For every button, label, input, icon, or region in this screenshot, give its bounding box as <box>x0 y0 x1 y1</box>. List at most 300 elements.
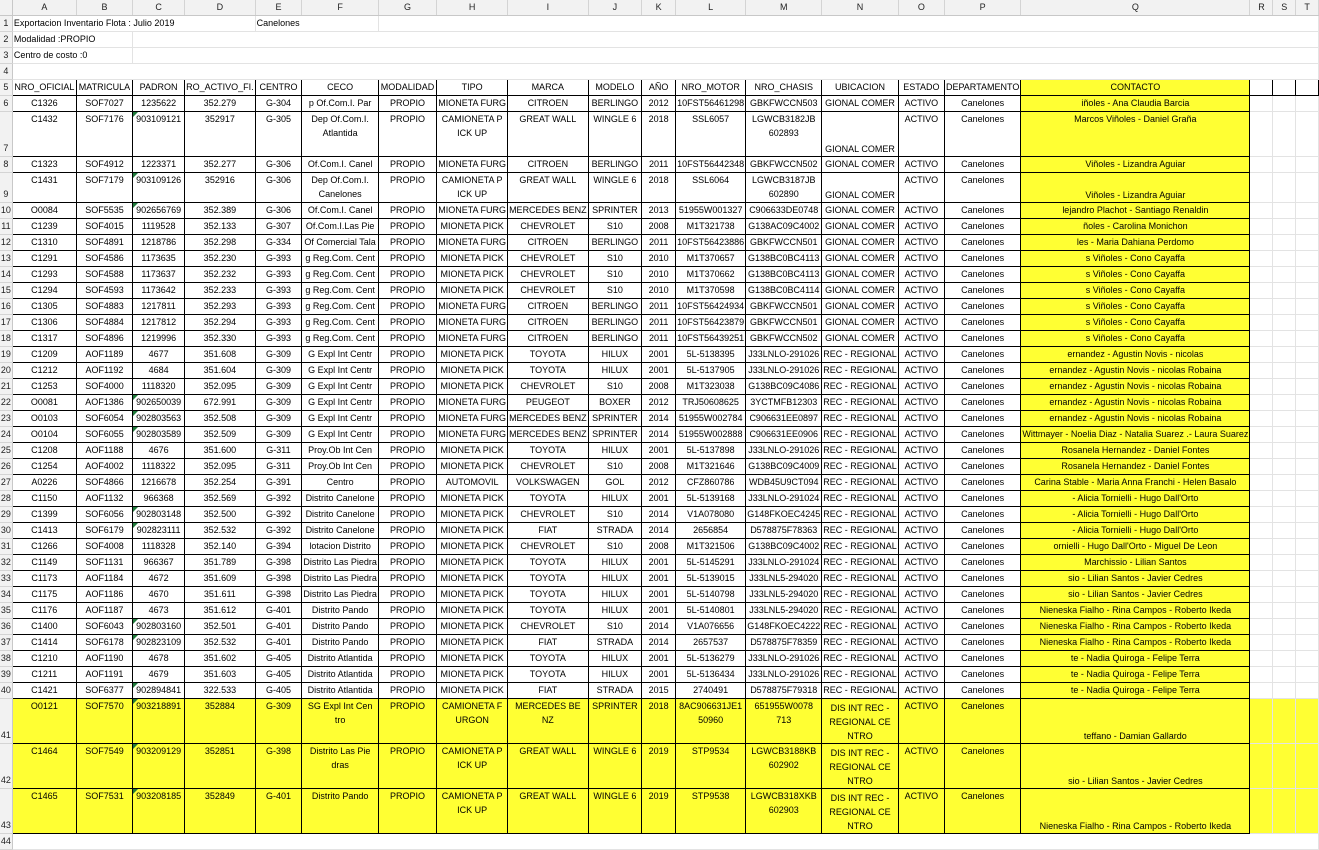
contact-cell[interactable]: Viñoles - Lizandra Aguiar <box>1021 173 1250 203</box>
empty-cell[interactable] <box>1273 443 1296 459</box>
table-cell[interactable]: 352.500 <box>185 507 256 523</box>
contact-cell[interactable]: Rosanela Hernandez - Daniel Fontes <box>1021 459 1250 475</box>
table-cell[interactable]: G-306 <box>255 203 302 219</box>
table-cell[interactable]: G-393 <box>255 299 302 315</box>
table-cell[interactable]: Distrito Atlantida <box>302 651 379 667</box>
table-cell[interactable]: GIONAL COMER <box>822 251 899 267</box>
empty-cell[interactable] <box>1273 379 1296 395</box>
table-cell[interactable]: PROPIO <box>378 587 436 603</box>
empty-cell[interactable] <box>1273 571 1296 587</box>
table-cell[interactable]: SOF6178 <box>76 635 132 651</box>
table-cell[interactable]: STRADA <box>588 635 642 651</box>
table-cell[interactable]: 10FST56461298 <box>676 96 746 112</box>
table-cell[interactable]: g Reg.Com. Cent <box>302 299 379 315</box>
table-cell[interactable]: 352.133 <box>185 219 256 235</box>
table-cell[interactable]: MIONETA PICK <box>437 219 508 235</box>
table-cell[interactable]: WINGLE 6 <box>588 744 642 789</box>
table-cell[interactable]: HILUX <box>588 443 642 459</box>
table-cell[interactable]: G138AC09C4002 <box>746 219 822 235</box>
table-cell[interactable]: C1464 <box>12 744 76 789</box>
table-cell[interactable]: 1235622 <box>133 96 185 112</box>
column-header-t[interactable]: T <box>1296 0 1319 16</box>
table-cell[interactable]: C906633DE0748 <box>746 203 822 219</box>
table-cell[interactable]: A0226 <box>12 475 76 491</box>
table-cell[interactable]: G-309 <box>255 411 302 427</box>
empty-cell[interactable] <box>1250 112 1273 157</box>
table-cell[interactable]: AOF1192 <box>76 363 132 379</box>
table-cell[interactable]: g Reg.Com. Cent <box>302 283 379 299</box>
table-cell[interactable]: ACTIVO <box>898 744 944 789</box>
table-cell[interactable]: MIONETA PICK <box>437 619 508 635</box>
empty-cell[interactable] <box>1273 267 1296 283</box>
table-cell[interactable]: M1T370657 <box>676 251 746 267</box>
table-cell[interactable]: G138BC0BC4113 <box>746 267 822 283</box>
table-cell[interactable]: 352.569 <box>185 491 256 507</box>
contact-cell[interactable]: Viñoles - Lizandra Aguiar <box>1021 157 1250 173</box>
table-cell[interactable]: J33LNLO-291026 <box>746 363 822 379</box>
contact-cell[interactable]: te - Nadia Quiroga - Felipe Terra <box>1021 667 1250 683</box>
table-cell[interactable]: REC - REGIONAL <box>822 347 899 363</box>
table-cell[interactable]: MIONETA PICK <box>437 683 508 699</box>
table-cell[interactable]: ACTIVO <box>898 251 944 267</box>
table-cell[interactable]: CAMIONETA P ICK UP <box>437 744 508 789</box>
table-cell[interactable]: G-391 <box>255 475 302 491</box>
empty-cell[interactable] <box>1296 683 1319 699</box>
empty-cell[interactable] <box>1273 347 1296 363</box>
empty-cell[interactable] <box>1296 267 1319 283</box>
empty-cell[interactable] <box>1296 80 1319 96</box>
table-cell[interactable]: PROPIO <box>378 603 436 619</box>
table-cell[interactable]: Canelones <box>944 459 1020 475</box>
column-header-r[interactable]: R <box>1250 0 1273 16</box>
table-cell[interactable]: C1212 <box>12 363 76 379</box>
table-cell[interactable]: 352884 <box>185 699 256 744</box>
empty-cell[interactable] <box>1250 789 1273 834</box>
table-cell[interactable]: 352.298 <box>185 235 256 251</box>
table-cell[interactable]: 2010 <box>642 251 676 267</box>
table-cell[interactable]: ACTIVO <box>898 203 944 219</box>
empty-cell[interactable] <box>1296 395 1319 411</box>
contact-cell[interactable]: ernandez - Agustin Novis - nicolas <box>1021 347 1250 363</box>
table-cell[interactable]: TOYOTA <box>508 555 589 571</box>
table-cell[interactable]: C1173 <box>12 571 76 587</box>
empty-cell[interactable] <box>1250 555 1273 571</box>
table-cell[interactable]: ACTIVO <box>898 411 944 427</box>
contact-cell[interactable]: sio - Lilian Santos - Javier Cedres <box>1021 571 1250 587</box>
row-header[interactable]: 42 <box>0 744 12 789</box>
empty-cell[interactable] <box>1250 443 1273 459</box>
table-cell[interactable]: 1219996 <box>133 331 185 347</box>
empty-cell[interactable] <box>1273 96 1296 112</box>
table-cell[interactable]: Canelones <box>944 299 1020 315</box>
table-cell[interactable]: TOYOTA <box>508 363 589 379</box>
table-cell[interactable]: SPRINTER <box>588 699 642 744</box>
empty-cell[interactable] <box>1250 299 1273 315</box>
column-title[interactable]: CECO <box>302 80 379 96</box>
table-cell[interactable]: Distrito Pando <box>302 619 379 635</box>
table-cell[interactable]: 903218891 <box>133 699 185 744</box>
table-cell[interactable]: 2014 <box>642 619 676 635</box>
table-cell[interactable]: 352.232 <box>185 267 256 283</box>
table-cell[interactable]: 10FST56442348 <box>676 157 746 173</box>
table-cell[interactable]: G148FKOEC4245 <box>746 507 822 523</box>
table-cell[interactable]: ACTIVO <box>898 651 944 667</box>
table-cell[interactable]: PROPIO <box>378 507 436 523</box>
table-cell[interactable]: Canelones <box>944 555 1020 571</box>
table-cell[interactable]: Of.Com.I. Canel <box>302 157 379 173</box>
empty-cell[interactable] <box>1250 699 1273 744</box>
column-title[interactable]: MATRICULA <box>76 80 132 96</box>
table-cell[interactable]: Canelones <box>944 475 1020 491</box>
empty-cell[interactable] <box>1250 475 1273 491</box>
empty-cell[interactable] <box>1250 173 1273 203</box>
empty-cell[interactable] <box>1250 619 1273 635</box>
empty-cell[interactable] <box>1273 459 1296 475</box>
empty-cell[interactable] <box>1296 331 1319 347</box>
empty-cell[interactable] <box>1250 235 1273 251</box>
column-title[interactable]: RO_ACTIVO_FI. <box>185 80 256 96</box>
empty-cells[interactable] <box>12 64 1318 80</box>
table-cell[interactable]: C1266 <box>12 539 76 555</box>
table-cell[interactable]: Canelones <box>944 112 1020 157</box>
table-cell[interactable]: C1432 <box>12 112 76 157</box>
table-cell[interactable]: MIONETA PICK <box>437 667 508 683</box>
table-cell[interactable]: 351.789 <box>185 555 256 571</box>
table-cell[interactable]: PROPIO <box>378 491 436 507</box>
table-cell[interactable]: 352.095 <box>185 459 256 475</box>
row-header[interactable]: 15 <box>0 283 12 299</box>
table-cell[interactable]: WINGLE 6 <box>588 112 642 157</box>
table-cell[interactable]: BERLINGO <box>588 299 642 315</box>
table-cell[interactable]: PROPIO <box>378 267 436 283</box>
table-cell[interactable]: Distrito Atlantida <box>302 683 379 699</box>
table-cell[interactable]: S10 <box>588 459 642 475</box>
empty-cell[interactable] <box>1273 395 1296 411</box>
table-cell[interactable]: GREAT WALL <box>508 173 589 203</box>
empty-cells[interactable] <box>133 48 1319 64</box>
column-title[interactable]: MARCA <box>508 80 589 96</box>
table-cell[interactable]: GIONAL COMER <box>822 157 899 173</box>
table-cell[interactable]: REC - REGIONAL <box>822 683 899 699</box>
table-cell[interactable]: CITROEN <box>508 299 589 315</box>
table-cell[interactable]: SOF4588 <box>76 267 132 283</box>
table-cell[interactable]: C1306 <box>12 315 76 331</box>
table-cell[interactable]: Canelones <box>944 443 1020 459</box>
empty-cell[interactable] <box>1296 789 1319 834</box>
table-cell[interactable]: C1421 <box>12 683 76 699</box>
table-cell[interactable]: REC - REGIONAL <box>822 651 899 667</box>
table-cell[interactable]: Canelones <box>944 315 1020 331</box>
table-cell[interactable]: p Of.Com.I. Par <box>302 96 379 112</box>
table-cell[interactable]: ACTIVO <box>898 475 944 491</box>
table-cell[interactable]: 4677 <box>133 347 185 363</box>
column-header-j[interactable]: J <box>588 0 642 16</box>
table-cell[interactable]: 5L-5136434 <box>676 667 746 683</box>
contact-cell[interactable]: s Viñoles - Cono Cayaffa <box>1021 267 1250 283</box>
empty-cell[interactable] <box>1273 315 1296 331</box>
table-cell[interactable]: 1118322 <box>133 459 185 475</box>
table-cell[interactable]: G138BC0BC4114 <box>746 283 822 299</box>
empty-cell[interactable] <box>1273 219 1296 235</box>
table-cell[interactable]: SOF4891 <box>76 235 132 251</box>
contact-cell[interactable]: iñoles - Ana Claudia Barcia <box>1021 96 1250 112</box>
table-cell[interactable]: PROPIO <box>378 395 436 411</box>
empty-cell[interactable] <box>1250 331 1273 347</box>
table-cell[interactable]: C1208 <box>12 443 76 459</box>
table-cell[interactable]: PROPIO <box>378 789 436 834</box>
table-cell[interactable]: CITROEN <box>508 331 589 347</box>
empty-cell[interactable] <box>1250 667 1273 683</box>
table-cell[interactable]: Centro <box>302 475 379 491</box>
empty-cell[interactable] <box>1273 427 1296 443</box>
table-cell[interactable]: REC - REGIONAL <box>822 507 899 523</box>
table-cell[interactable]: 902803563 <box>133 411 185 427</box>
table-cell[interactable]: Canelones <box>944 379 1020 395</box>
table-cell[interactable]: 2014 <box>642 427 676 443</box>
table-cell[interactable]: 2010 <box>642 267 676 283</box>
table-cell[interactable]: MIONETA FURG <box>437 411 508 427</box>
empty-cell[interactable] <box>1250 651 1273 667</box>
table-cell[interactable]: PROPIO <box>378 555 436 571</box>
table-cell[interactable]: ACTIVO <box>898 112 944 157</box>
table-cell[interactable]: 902650039 <box>133 395 185 411</box>
table-cell[interactable]: CITROEN <box>508 315 589 331</box>
empty-cell[interactable] <box>1250 283 1273 299</box>
table-cell[interactable]: SOF1131 <box>76 555 132 571</box>
table-cell[interactable]: PROPIO <box>378 283 436 299</box>
table-cell[interactable]: G-405 <box>255 651 302 667</box>
table-cell[interactable]: GBKFWCCN502 <box>746 157 822 173</box>
table-cell[interactable]: LGWCB3182JB 602893 <box>746 112 822 157</box>
row-header[interactable]: 41 <box>0 699 12 744</box>
table-cell[interactable]: SOF4912 <box>76 157 132 173</box>
table-cell[interactable]: REC - REGIONAL <box>822 539 899 555</box>
table-cell[interactable]: HILUX <box>588 667 642 683</box>
empty-cell[interactable] <box>1296 699 1319 744</box>
row-header[interactable]: 21 <box>0 379 12 395</box>
contact-cell[interactable]: s Viñoles - Cono Cayaffa <box>1021 299 1250 315</box>
empty-cell[interactable] <box>1250 96 1273 112</box>
table-cell[interactable]: 2008 <box>642 539 676 555</box>
table-cell[interactable]: 51955W001327 <box>676 203 746 219</box>
table-cell[interactable]: C1211 <box>12 667 76 683</box>
row-header[interactable]: 1 <box>0 16 12 32</box>
table-cell[interactable]: 351.604 <box>185 363 256 379</box>
empty-cell[interactable] <box>1250 523 1273 539</box>
row-header[interactable]: 29 <box>0 507 12 523</box>
table-cell[interactable]: CHEVROLET <box>508 539 589 555</box>
table-cell[interactable]: g Reg.Com. Cent <box>302 331 379 347</box>
contact-cell[interactable]: sio - Lilian Santos - Javier Cedres <box>1021 587 1250 603</box>
table-cell[interactable]: HILUX <box>588 491 642 507</box>
contact-cell[interactable]: s Viñoles - Cono Cayaffa <box>1021 315 1250 331</box>
table-cell[interactable]: G Expl Int Centr <box>302 395 379 411</box>
centro-costo-cell[interactable] <box>12 48 132 64</box>
table-cell[interactable]: PROPIO <box>378 112 436 157</box>
contact-cell[interactable]: Nieneska Fialho - Rina Campos - Roberto Ikeda <box>1021 789 1250 834</box>
empty-cell[interactable] <box>1250 395 1273 411</box>
table-cell[interactable]: C1210 <box>12 651 76 667</box>
empty-cell[interactable] <box>1250 603 1273 619</box>
table-cell[interactable]: SOF4008 <box>76 539 132 555</box>
table-cell[interactable]: Distrito Las Piedra <box>302 571 379 587</box>
table-cell[interactable]: 2014 <box>642 411 676 427</box>
table-cell[interactable]: GIONAL COMER <box>822 299 899 315</box>
table-cell[interactable]: SOF6377 <box>76 683 132 699</box>
table-cell[interactable]: SOF7549 <box>76 744 132 789</box>
table-cell[interactable]: 2001 <box>642 555 676 571</box>
table-cell[interactable]: Canelones <box>944 251 1020 267</box>
empty-cell[interactable] <box>1273 235 1296 251</box>
table-cell[interactable]: O0103 <box>12 411 76 427</box>
table-cell[interactable]: 352.095 <box>185 379 256 395</box>
table-cell[interactable]: g Reg.Com. Cent <box>302 315 379 331</box>
column-title[interactable]: CENTRO <box>255 80 302 96</box>
table-cell[interactable]: Canelones <box>944 395 1020 411</box>
table-cell[interactable]: Distrito Las Piedra <box>302 555 379 571</box>
empty-cell[interactable] <box>1273 331 1296 347</box>
table-cell[interactable]: AOF1191 <box>76 667 132 683</box>
table-cell[interactable]: Dep Of.Com.I. Canelones <box>302 173 379 203</box>
table-cell[interactable]: 902823109 <box>133 635 185 651</box>
empty-cell[interactable] <box>1250 491 1273 507</box>
table-cell[interactable]: PROPIO <box>378 203 436 219</box>
empty-cell[interactable] <box>1296 587 1319 603</box>
table-cell[interactable]: Canelones <box>944 571 1020 587</box>
table-cell[interactable]: C1150 <box>12 491 76 507</box>
contact-cell[interactable]: s Viñoles - Cono Cayaffa <box>1021 251 1250 267</box>
table-cell[interactable]: MIONETA FURG <box>437 315 508 331</box>
table-cell[interactable]: CHEVROLET <box>508 283 589 299</box>
table-cell[interactable]: GREAT WALL <box>508 789 589 834</box>
table-cell[interactable]: G-398 <box>255 587 302 603</box>
table-cell[interactable]: PROPIO <box>378 571 436 587</box>
table-cell[interactable]: Canelones <box>944 619 1020 635</box>
table-cell[interactable]: 2008 <box>642 459 676 475</box>
table-cell[interactable]: PROPIO <box>378 667 436 683</box>
column-header-d[interactable]: D <box>185 0 256 16</box>
table-cell[interactable]: HILUX <box>588 571 642 587</box>
table-cell[interactable]: 2019 <box>642 744 676 789</box>
table-cell[interactable]: Canelones <box>944 507 1020 523</box>
table-cell[interactable]: Canelones <box>944 603 1020 619</box>
table-cell[interactable]: CITROEN <box>508 235 589 251</box>
table-cell[interactable]: 5L-5138395 <box>676 347 746 363</box>
table-cell[interactable]: Canelones <box>944 683 1020 699</box>
table-cell[interactable]: O0084 <box>12 203 76 219</box>
table-cell[interactable]: 2018 <box>642 699 676 744</box>
table-cell[interactable]: S10 <box>588 507 642 523</box>
table-cell[interactable]: 4678 <box>133 651 185 667</box>
table-cell[interactable]: g Reg.Com. Cent <box>302 267 379 283</box>
table-cell[interactable]: O0104 <box>12 427 76 443</box>
table-cell[interactable]: G-311 <box>255 459 302 475</box>
select-all-corner[interactable] <box>0 0 12 16</box>
column-header-i[interactable]: I <box>508 0 589 16</box>
table-cell[interactable]: 2011 <box>642 331 676 347</box>
table-cell[interactable]: 651955W0078 713 <box>746 699 822 744</box>
table-cell[interactable]: PROPIO <box>378 523 436 539</box>
table-cell[interactable]: GREAT WALL <box>508 744 589 789</box>
table-cell[interactable]: 902823111 <box>133 523 185 539</box>
table-cell[interactable]: SOF6054 <box>76 411 132 427</box>
table-cell[interactable]: MIONETA FURG <box>437 96 508 112</box>
contact-cell[interactable]: s Viñoles - Cono Cayaffa <box>1021 283 1250 299</box>
table-cell[interactable]: 1173642 <box>133 283 185 299</box>
empty-cell[interactable] <box>1296 299 1319 315</box>
table-cell[interactable]: MIONETA PICK <box>437 507 508 523</box>
table-cell[interactable]: ACTIVO <box>898 635 944 651</box>
table-cell[interactable]: 2011 <box>642 315 676 331</box>
empty-cell[interactable] <box>1296 491 1319 507</box>
table-cell[interactable]: SOF5535 <box>76 203 132 219</box>
table-cell[interactable]: G138BC09C4002 <box>746 539 822 555</box>
table-cell[interactable]: 1118328 <box>133 539 185 555</box>
empty-cells[interactable] <box>12 834 1318 850</box>
table-cell[interactable]: 351.603 <box>185 667 256 683</box>
row-header[interactable]: 17 <box>0 315 12 331</box>
table-cell[interactable]: 352.277 <box>185 157 256 173</box>
row-header[interactable]: 39 <box>0 667 12 683</box>
empty-cell[interactable] <box>1296 112 1319 157</box>
table-cell[interactable]: Canelones <box>944 789 1020 834</box>
empty-cell[interactable] <box>1273 80 1296 96</box>
table-cell[interactable]: BERLINGO <box>588 331 642 347</box>
empty-cell[interactable] <box>1296 235 1319 251</box>
table-cell[interactable]: G-405 <box>255 667 302 683</box>
table-cell[interactable]: C906631EE0897 <box>746 411 822 427</box>
row-header[interactable]: 40 <box>0 683 12 699</box>
contact-cell[interactable]: ernandez - Agustin Novis - nicolas Robaina <box>1021 363 1250 379</box>
table-cell[interactable]: REC - REGIONAL <box>822 411 899 427</box>
column-title[interactable]: NRO_CHASIS <box>746 80 822 96</box>
table-cell[interactable]: PROPIO <box>378 683 436 699</box>
table-cell[interactable]: Canelones <box>944 157 1020 173</box>
contact-cell[interactable]: Marcos Viñoles - Daniel Graña <box>1021 112 1250 157</box>
table-cell[interactable]: 902894841 <box>133 683 185 699</box>
table-cell[interactable]: MIONETA PICK <box>437 283 508 299</box>
column-title[interactable]: AÑO <box>642 80 676 96</box>
table-cell[interactable]: SOF7531 <box>76 789 132 834</box>
row-header[interactable]: 31 <box>0 539 12 555</box>
table-cell[interactable]: SOF4883 <box>76 299 132 315</box>
table-cell[interactable]: G-334 <box>255 235 302 251</box>
column-title[interactable]: NRO_OFICIAL <box>12 80 76 96</box>
empty-cell[interactable] <box>1273 251 1296 267</box>
table-cell[interactable]: lotacion Distrito <box>302 539 379 555</box>
table-cell[interactable]: PROPIO <box>378 299 436 315</box>
empty-cell[interactable] <box>1296 667 1319 683</box>
table-cell[interactable]: 2014 <box>642 635 676 651</box>
table-cell[interactable]: C1399 <box>12 507 76 523</box>
table-cell[interactable]: C1209 <box>12 347 76 363</box>
table-cell[interactable]: 1119528 <box>133 219 185 235</box>
empty-cell[interactable] <box>1250 411 1273 427</box>
table-cell[interactable]: ACTIVO <box>898 603 944 619</box>
contact-cell[interactable]: lejandro Plachot - Santiago Renaldin <box>1021 203 1250 219</box>
table-cell[interactable]: AUTOMOVIL <box>437 475 508 491</box>
row-header[interactable]: 4 <box>0 64 12 80</box>
table-cell[interactable]: Canelones <box>944 219 1020 235</box>
empty-cell[interactable] <box>1250 744 1273 789</box>
table-cell[interactable]: 4679 <box>133 667 185 683</box>
column-title[interactable]: CONTACTO <box>1021 80 1250 96</box>
table-cell[interactable]: HILUX <box>588 347 642 363</box>
table-cell[interactable]: 2001 <box>642 571 676 587</box>
row-header[interactable]: 43 <box>0 789 12 834</box>
table-cell[interactable]: TRJ50608625 <box>676 395 746 411</box>
table-cell[interactable]: Distrito Las Piedra <box>302 587 379 603</box>
